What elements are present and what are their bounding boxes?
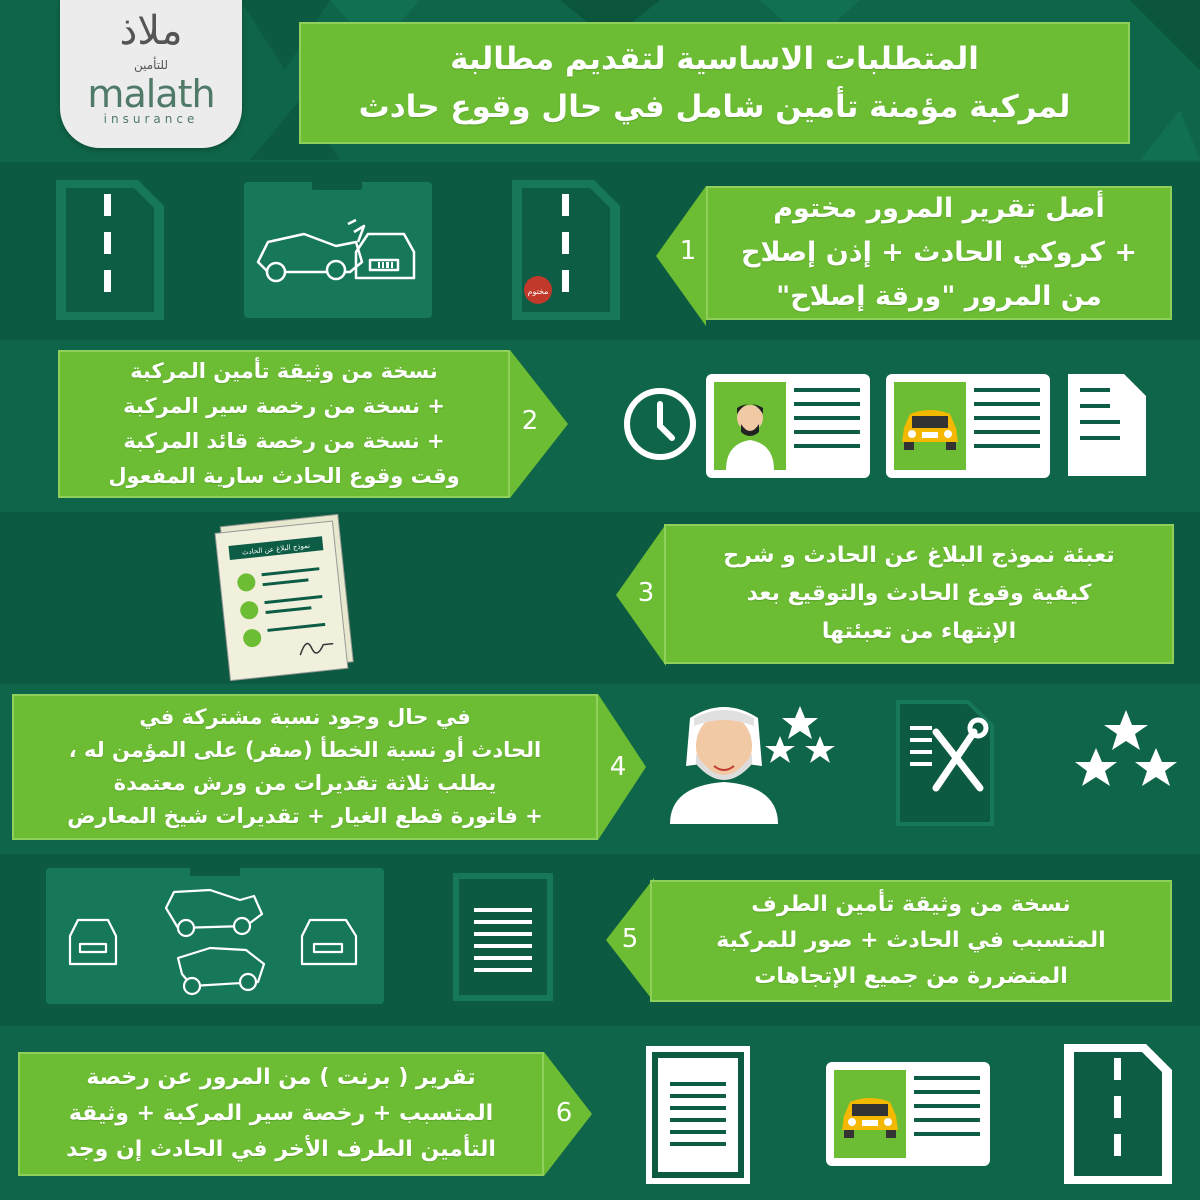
step-1-line: أصل تقرير المرور مختوم [773, 193, 1105, 224]
logo-latin-name: malath [87, 72, 215, 116]
step-5-line: المتسبب في الحادث + صور للمركبة [716, 928, 1106, 953]
step-number-6: 6 [555, 1098, 573, 1128]
vehicle-registration-icon [886, 374, 1052, 480]
road-document-icon [56, 180, 166, 320]
step-2-line: + نسخة من رخصة قائد المركبة [123, 429, 445, 453]
logo [60, 0, 242, 148]
step-4-line: في حال وجود نسبة مشتركة في [139, 705, 471, 729]
step-4-line: الحادث أو نسبة الخطأ (صفر) على المؤمن له ، [68, 738, 542, 762]
step-number-5: 5 [621, 924, 639, 954]
step-1-text [706, 186, 1172, 320]
step-number-2: 2 [521, 406, 539, 436]
title-line-2: لمركبة مؤمنة تأمين شامل في حال وقوع حادث [358, 89, 1071, 125]
accident-report-form-icon [214, 516, 364, 676]
step-3-line: الإنتهاء من تعبئتها [821, 619, 1017, 644]
step-number-1: 1 [679, 236, 697, 266]
logo-latin-sub: insurance [103, 112, 199, 126]
report-document-icon [646, 1046, 752, 1186]
step-4-line: + فاتورة قطع الغيار + تقديرات شيخ المعارض [67, 804, 543, 828]
step-number-3: 3 [637, 578, 655, 608]
road-document-icon-2 [1064, 1044, 1174, 1186]
stamped-road-document-icon [512, 180, 622, 320]
stamp-text: مختوم [527, 287, 549, 296]
repair-document-icon [898, 702, 994, 826]
step-6-line: التأمين الطرف الأخر في الحادث إن وجد [66, 1137, 496, 1162]
form-title-text: نموذج البلاغ عن الحادث [241, 541, 311, 557]
step-number-4: 4 [609, 752, 627, 782]
step-6-line: المتسبب + رخصة سير المركبة + وثيقة [68, 1101, 494, 1126]
step-2-line: نسخة من وثيقة تأمين المركبة [130, 359, 438, 383]
step-3-line: تعبئة نموذج البلاغ عن الحادث و شرح [723, 543, 1115, 568]
logo-arabic-sub: للتأمين [133, 58, 169, 72]
step-1-line: + كروكي الحادث + إذن إصلاح [741, 237, 1137, 268]
step-1-line: من المرور "ورقة إصلاح" [776, 281, 1102, 312]
stars-icon [764, 706, 848, 776]
step-2-line: وقت وقوع الحادث سارية المفعول [108, 464, 460, 488]
step-5-line: المتضررة من جميع الإتجاهات [754, 964, 1068, 989]
step-4-line: يطلب ثلاثة تقديرات من ورش معتمدة [113, 771, 497, 795]
logo-arabic-name: ملاذ [119, 8, 183, 54]
page-title [299, 22, 1130, 144]
stars-icon-right [1074, 710, 1178, 800]
step-5-text [650, 880, 1172, 1002]
step-5-line: نسخة من وثيقة تأمين الطرف [751, 892, 1071, 917]
step-3-line: كيفية وقوع الحادث والتوقيع بعد [746, 581, 1092, 606]
step-2-line: + نسخة من رخصة سير المركبة [123, 394, 445, 418]
damaged-cars-photos-icon [46, 868, 386, 1006]
vehicle-registration-icon-2 [826, 1062, 992, 1168]
clock-icon [622, 386, 698, 462]
step-6-text [18, 1052, 544, 1176]
car-crash-icon [244, 182, 434, 320]
document-icon [1068, 374, 1148, 478]
step-4-text [12, 694, 598, 840]
step-6-line: تقرير ( برنت ) من المرور عن رخصة [86, 1065, 476, 1090]
title-line-1: المتطلبات الاساسية لتقديم مطالبة [450, 41, 979, 77]
driver-license-icon [706, 374, 872, 480]
list-document-icon [456, 876, 552, 1000]
step-2-text [58, 350, 510, 498]
step-3-text [664, 524, 1174, 664]
